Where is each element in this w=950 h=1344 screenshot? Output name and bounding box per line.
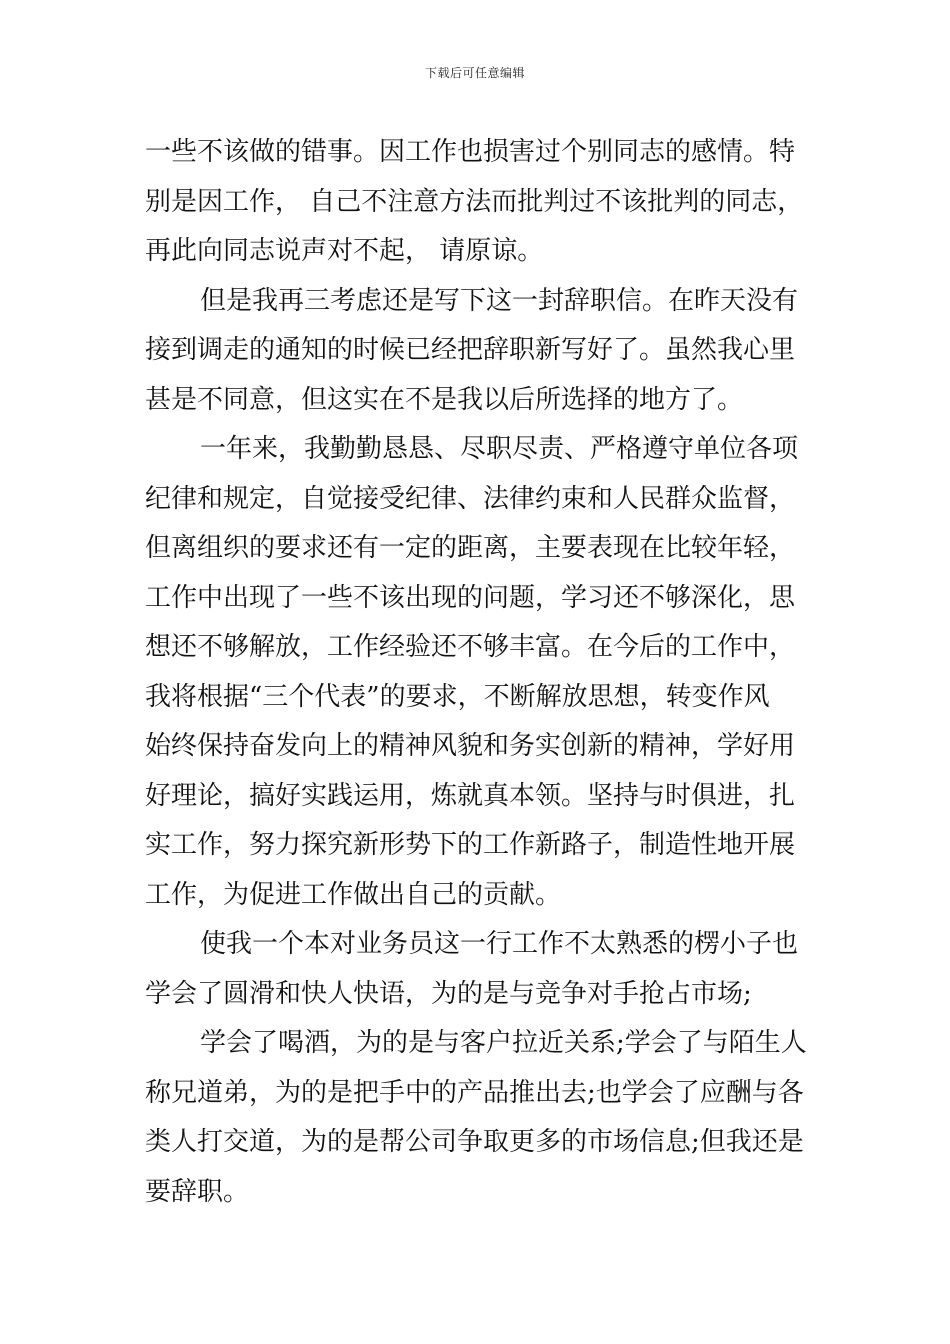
- text-line: 但是我再三考虑还是写下这一封辞职信。在昨天没有: [200, 285, 799, 316]
- text-line: 想还不够解放，工作经验还不够丰富。在今后的工作中，: [145, 632, 796, 662]
- text-line: 实工作，努力探究新形势下的工作新路子，制造性地开展: [145, 830, 796, 860]
- text-line: 工作，为促进工作做出自己的贡献。: [145, 879, 562, 910]
- text-line: 要辞职。: [145, 1176, 250, 1207]
- text-line: 我将根据“三个代表”的要求，不断解放思想，转变作风: [145, 681, 770, 712]
- page-header: 下载后可任意编辑: [424, 66, 525, 80]
- text-line: 称兄道弟，为的是把手中的产品推出去;也学会了应酬与各: [145, 1077, 804, 1108]
- document-body: [145, 128, 810, 1217]
- text-line: 一些不该做的错事。因工作也损害过个别同志的感情。特: [145, 137, 796, 167]
- text-line: 一年来，我勤勤恳恳、尽职尽责、严格遵守单位各项: [200, 434, 799, 464]
- text-line: 学会了圆滑和快人快语，为的是与竞争对手抢占市场;: [145, 978, 752, 1009]
- text-line: 接到调走的通知的时候已经把辞职新写好了。虽然我心里: [145, 335, 796, 365]
- text-line: 类人打交道，为的是帮公司争取更多的市场信息;但我还是: [145, 1127, 804, 1157]
- text-line: 但离组织的要求还有一定的距离，主要表现在比较年轻，: [145, 533, 796, 563]
- text-line: 学会了喝酒，为的是与客户拉近关系;学会了与陌生人: [200, 1028, 807, 1058]
- text-line: 别是因工作， 自己不注意方法而批判过不该批判的同志，: [145, 186, 804, 217]
- text-line: 再此向同志说声对不起， 请原谅。: [145, 236, 544, 266]
- text-line: 甚是不同意，但这实在不是我以后所选择的地方了。: [145, 384, 744, 415]
- text-line: 纪律和规定，自觉接受纪律、法律约束和人民群众监督，: [145, 483, 796, 514]
- text-line: 始终保持奋发向上的精神风貌和务实创新的精神，学好用: [145, 731, 796, 761]
- text-line: 好理论，搞好实践运用，炼就真本领。坚持与时俱进，扎: [145, 780, 796, 811]
- text-line: 工作中出现了一些不该出现的问题，学习还不够深化，思: [145, 582, 796, 613]
- text-line: 使我一个本对业务员这一行工作不太熟悉的楞小子也: [200, 929, 799, 959]
